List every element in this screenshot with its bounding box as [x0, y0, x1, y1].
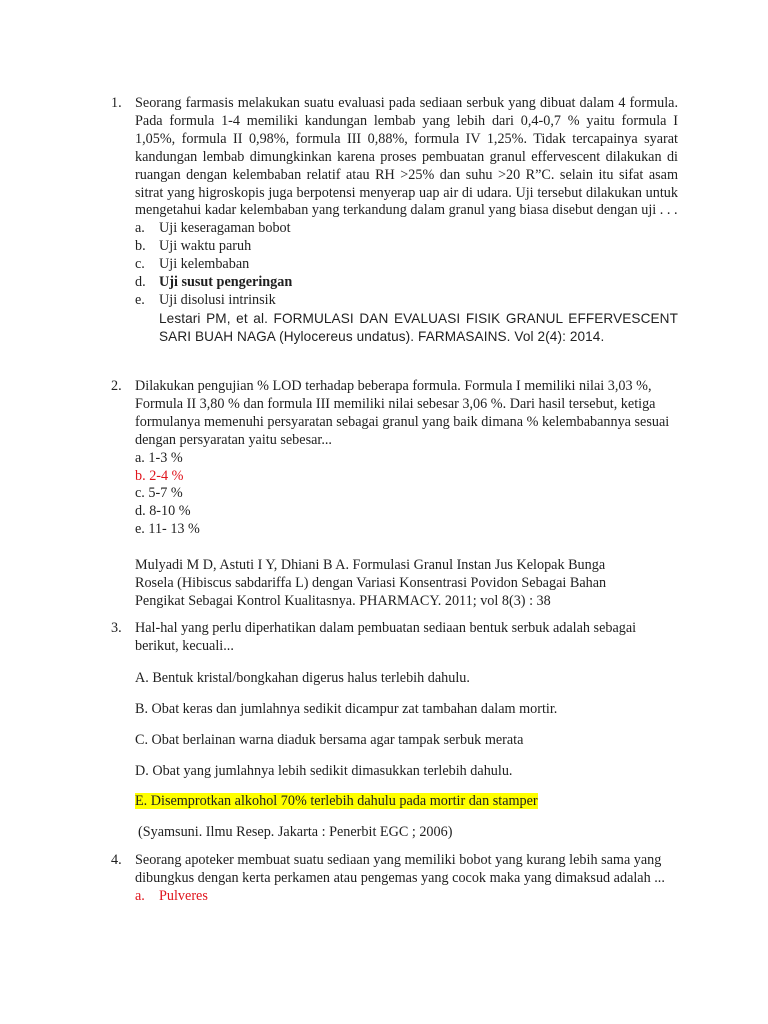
option-text: Pulveres [159, 887, 208, 904]
option-a [135, 220, 678, 238]
question-stem: Hal-hal yang perlu diperhatikan dalam pembuatan sediaan bentuk serbuk adalah sebagai berikut, kecuali... [135, 620, 637, 654]
option-b-answer: b. 2-4 % [135, 467, 184, 484]
option-text: Uji waktu paruh [159, 238, 252, 255]
option-a: a. 1-3 % [135, 449, 183, 466]
option-c: C. Obat berlainan warna diaduk bersama agar tampak serbuk merata [135, 731, 524, 748]
option-letter: a. [135, 887, 145, 904]
option-letter: b. [135, 238, 146, 255]
option-text: Uji susut pengeringan [159, 274, 293, 291]
option-letter: d. [135, 274, 146, 291]
reference-line: Pengikat Sebagai Kontrol Kualitasnya. PHARMACY. 2011; vol 8(3) : 38 [135, 592, 551, 609]
option-e-answer-highlighted: E. Disemprotkan alkohol 70% terlebih dahulu pada mortir dan stamper [135, 793, 538, 810]
reference-citation: (Syamsuni. Ilmu Resep. Jakarta : Penerbit EGC ; 2006) [138, 824, 453, 841]
option-e [135, 292, 678, 310]
question-2 [113, 378, 678, 611]
option-b: B. Obat keras dan jumlahnya sedikit dicampur zat tambahan dalam mortir. [135, 700, 558, 717]
question-stem: Dilakukan pengujian % LOD terhadap beberapa formula. Formula I memiliki nilai 3,03 %, Formula II 3,80 % dan formula III memiliki nilai sebesar 3,06 %. Dari hasil tersebut, ketiga formulanya memenuhi persyaratan sebagai granul yang baik dimana % kelembabannya sesuai dengan persyaratan yaitu sebesar... [135, 378, 670, 448]
question-number: 1. [111, 95, 122, 111]
option-text: Uji disolusi intrinsik [159, 291, 276, 308]
question-number: 4. [111, 852, 122, 868]
question-stem: Seorang farmasis melakukan suatu evaluasi pada sediaan serbuk yang dibuat dalam 4 formula. Pada formula 1-4 memiliki kandungan lembab yang lebih dari 0,4-0,7 % yaitu formula I 1,05%, formula II 0,98%, formula III 0,88%, formula IV 1,25%. Tidak tercapainya syarat kandungan lembab dimungkinkan karena proses pembuatan granul effervescent dilakukan di ruangan dengan kelembaban relatif atau RH >25% dan suhu >20 R”C. selain itu sifat asam sitrat yang higroskopis juga berpotensi menyerap uap air di udara. Uji tersebut dilakukan untuk mengetahui kadar kelembaban yang terkandung dalam granul yang biasa disebut dengan uji . . . [135, 95, 678, 219]
option-c: c. 5-7 % [135, 485, 183, 502]
option-d-answer [135, 274, 678, 292]
option-c [135, 256, 678, 274]
option-d: d. 8-10 % [135, 503, 191, 520]
option-letter: e. [135, 291, 145, 308]
question-number: 2. [111, 378, 122, 394]
reference-citation: Lestari PM, et al. FORMULASI DAN EVALUASI FISIK GRANUL EFFERVESCENT SARI BUAH NAGA (Hylocereus undatus). FARMASAINS. Vol 2(4): 2014. [159, 310, 678, 344]
option-a-answer [135, 888, 678, 906]
reference-line: Rosela (Hibiscus sabdariffa L) dengan Variasi Konsentrasi Povidon Sebagai Bahan [135, 575, 607, 592]
option-e: e. 11- 13 % [135, 521, 200, 538]
option-b [135, 238, 678, 256]
option-text: Uji keseragaman bobot [159, 220, 291, 237]
question-3 [113, 620, 678, 842]
reference-line: Mulyadi M D, Astuti I Y, Dhiani B A. Formulasi Granul Instan Jus Kelopak Bunga [135, 557, 606, 574]
question-4 [113, 852, 678, 906]
reference-citation [135, 557, 678, 611]
question-stem: Seorang apoteker membuat suatu sediaan yang memiliki bobot yang kurang lebih sama yang dibungkus dengan kerta perkamen atau pengemas yang cocok maka yang dimaksud adalah ... [135, 852, 665, 886]
option-letter: c. [135, 256, 145, 273]
option-a: A. Bentuk kristal/bongkahan digerus halus terlebih dahulu. [135, 669, 470, 686]
option-letter: a. [135, 220, 145, 237]
question-number: 3. [111, 620, 122, 636]
option-text: Uji kelembaban [159, 256, 250, 273]
question-1 [113, 95, 678, 346]
option-d: D. Obat yang jumlahnya lebih sedikit dimasukkan terlebih dahulu. [135, 762, 513, 779]
